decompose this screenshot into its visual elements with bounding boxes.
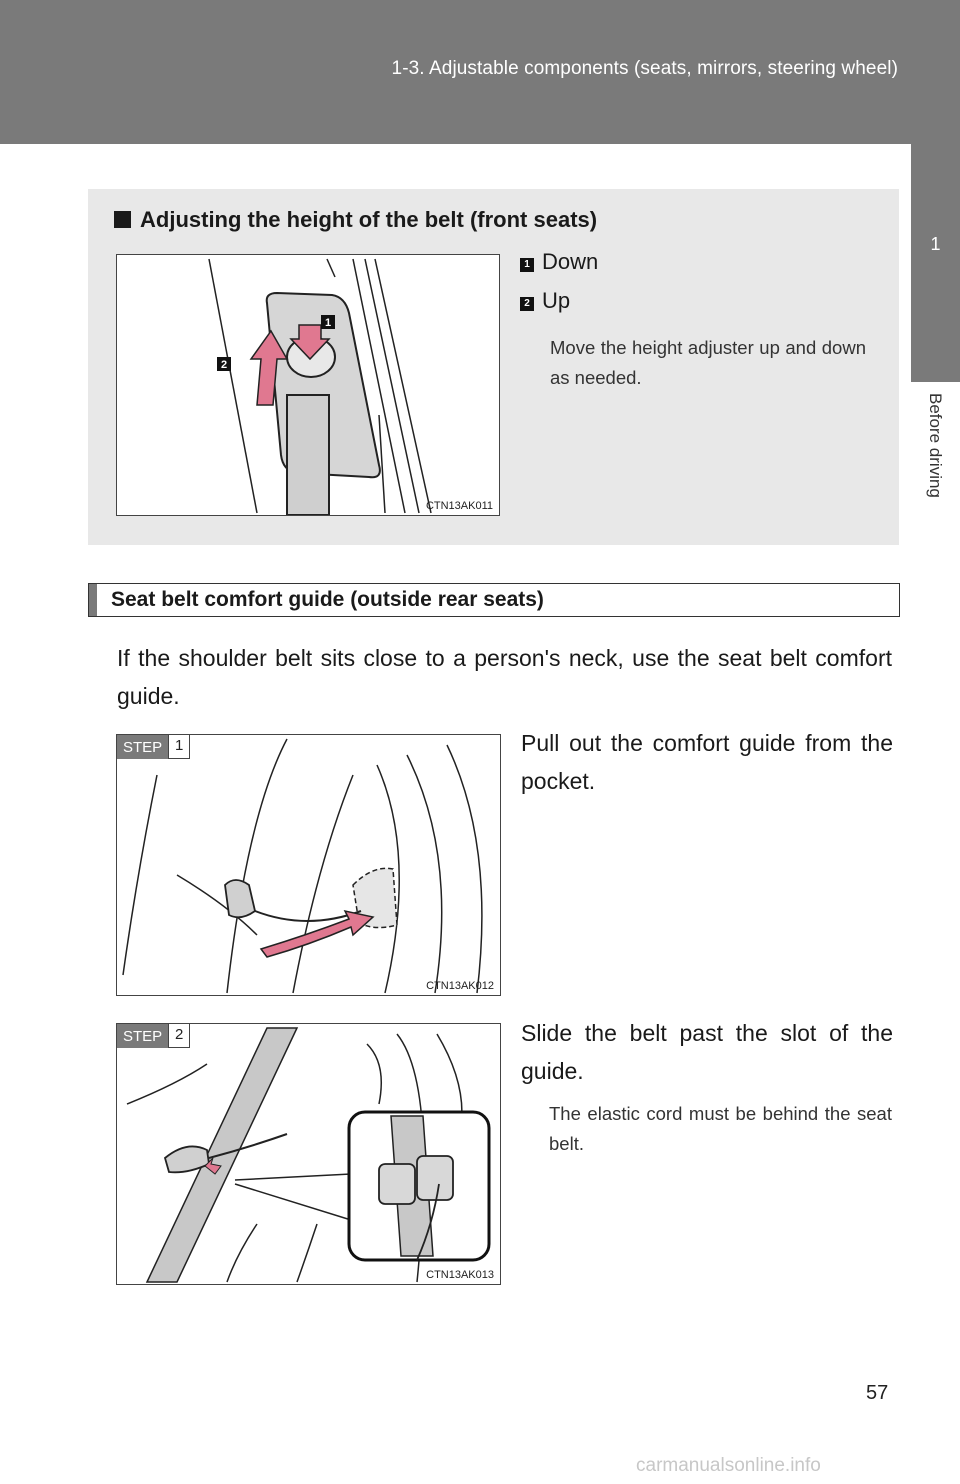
legend-item-down bbox=[520, 249, 598, 275]
watermark: carmanualsonline.info bbox=[636, 1455, 821, 1476]
step-2-note: The elastic cord must be behind the seat belt. bbox=[549, 1103, 892, 1154]
figure-code: CTN13AK011 bbox=[425, 500, 493, 512]
figure-code: CTN13AK012 bbox=[426, 980, 494, 992]
section-accent bbox=[89, 584, 97, 616]
step-2-badge bbox=[117, 1024, 190, 1048]
chapter-number: 1 bbox=[930, 234, 941, 254]
number-1-icon: 1 bbox=[520, 258, 534, 272]
legend-item-up bbox=[520, 288, 570, 314]
step-2-illustration bbox=[116, 1023, 501, 1285]
page-header bbox=[0, 0, 960, 144]
panel-note: Move the height adjuster up and down as needed. bbox=[550, 337, 866, 388]
step-1-badge-label: STEP bbox=[117, 735, 168, 759]
step-2-text: Slide the belt past the slot of the guide. bbox=[521, 1020, 893, 1084]
section-header bbox=[88, 583, 900, 617]
panel-heading bbox=[114, 207, 597, 233]
section-intro: If the shoulder belt sits close to a person's neck, use the seat belt comfort guide. bbox=[117, 645, 892, 709]
chapter-side-label bbox=[911, 393, 960, 533]
callout-2-label: 2 bbox=[220, 359, 228, 371]
page-number: 57 bbox=[866, 1382, 889, 1404]
step-1-illustration bbox=[116, 734, 501, 996]
callout-1-label: 1 bbox=[324, 317, 332, 329]
info-panel bbox=[88, 189, 899, 545]
chapter-title: 1-3. Adjustable components (seats, mirrors, steering wheel) bbox=[391, 58, 898, 79]
square-bullet-icon bbox=[114, 211, 131, 228]
step-1-text: Pull out the comfort guide from the pocket. bbox=[521, 730, 893, 794]
figure-code: CTN13AK013 bbox=[426, 1269, 494, 1281]
step-1-badge-number: 1 bbox=[168, 735, 190, 759]
section-title: Seat belt comfort guide (outside rear seats) bbox=[111, 588, 544, 611]
step-2-badge-label: STEP bbox=[117, 1024, 168, 1048]
number-2-icon: 2 bbox=[520, 297, 534, 311]
chapter-tab bbox=[911, 144, 960, 382]
legend-label-down: Down bbox=[542, 249, 599, 274]
chapter-side-label-text: Before driving bbox=[926, 393, 945, 498]
step-2-badge-number: 2 bbox=[168, 1024, 190, 1048]
height-adjuster-illustration bbox=[116, 254, 500, 516]
step-1-badge bbox=[117, 735, 190, 759]
legend-label-up: Up bbox=[542, 288, 571, 313]
panel-heading-text: Adjusting the height of the belt (front seats) bbox=[140, 207, 598, 232]
